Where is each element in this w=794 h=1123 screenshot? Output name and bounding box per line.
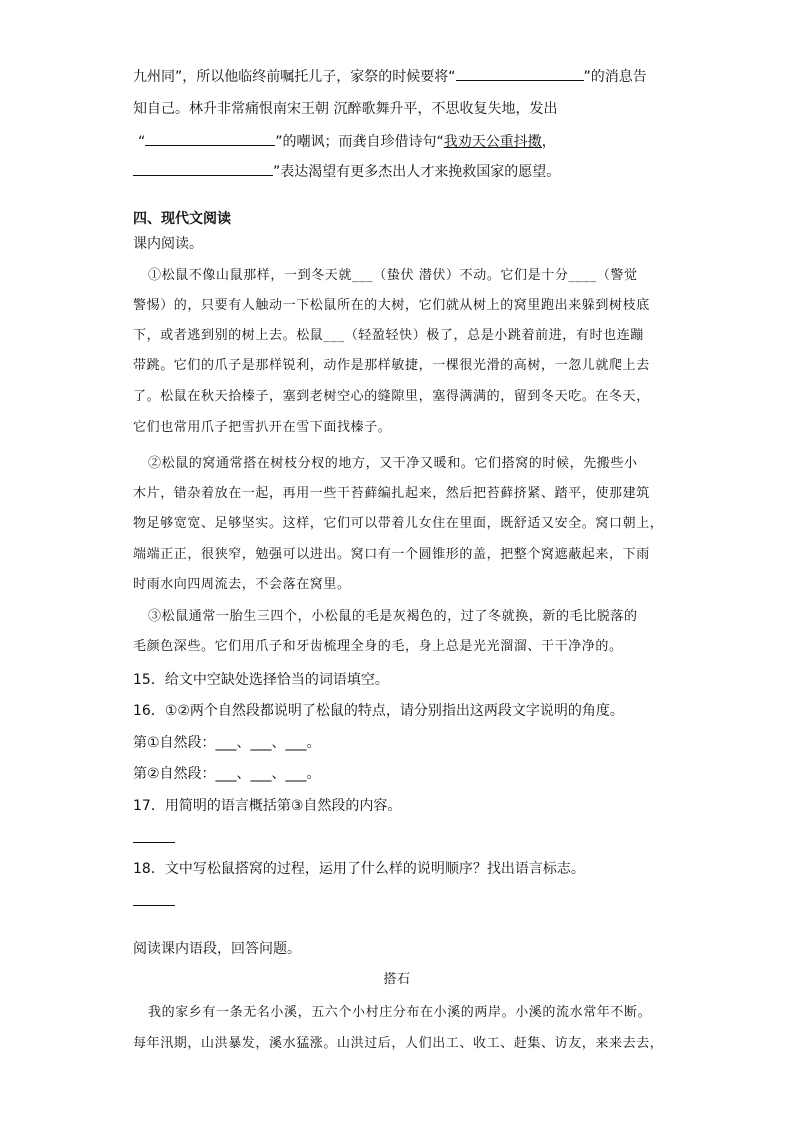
text: “ <box>138 134 146 150</box>
answer-line[interactable] <box>133 828 175 849</box>
question-17: 17．用简明的语言概括第③自然段的内容。 <box>133 798 402 814</box>
question-16-part-2: 第②自然段：___、___、___。 <box>133 766 321 782</box>
section-intro: 课内阅读。 <box>133 236 203 252</box>
text-line <box>133 66 647 87</box>
question-16: 16．①②两个自然段都说明了松鼠的特点，请分别指出这两段文字说明的角度。 <box>133 703 624 719</box>
answer-line[interactable] <box>133 891 175 912</box>
text: ”的消息告 <box>583 69 647 85</box>
passage-line: 毛颜色深些。它们用爪子和牙齿梳理全身的毛，身上总是光光溜溜、干干净净的。 <box>133 639 623 654</box>
passage-line: 端端正正，很狭窄，勉强可以进出。窝口有一个圆锥形的盖，把整个窝遮蔽起来，下雨 <box>133 547 650 562</box>
section-heading: 四、现代文阅读 <box>133 211 231 227</box>
underlined-quote: 我劝天公重抖擞 <box>443 134 542 150</box>
passage-line: 我的家乡有一条无名小溪，五六个小村庄分布在小溪的两岸。小溪的流水常年不断。 <box>148 1005 652 1020</box>
text: 九州同”，所以他临终前嘱托儿子，家祭的时候要将“ <box>133 69 456 85</box>
passage-line: ②松鼠的窝通常搭在树枝分杈的地方，又干净又暖和。它们搭窝的时候，先搬些小 <box>148 456 638 471</box>
passage-line: 带跳。它们的爪子是那样锐利，动作是那样敏捷，一棵很光滑的高树，一忽儿就爬上去 <box>133 358 650 373</box>
passage-line: 它们也常用爪子把雪扒开在雪下面找榛子。 <box>133 420 392 435</box>
text: 知自己。林升非常痛恨南宋王朝 沉醉歌舞升平，不思收复失地，发出 <box>133 101 558 117</box>
answer-blank[interactable] <box>133 828 175 843</box>
passage-line: 警惕）的，只要有人触动一下松鼠所在的大树，它们就从树上的窝里跑出来躲到树枝底 <box>133 298 650 313</box>
passage-line: 物足够宽宽、足够坚实。这样，它们可以带着儿女住在里面，既舒适又安全。窝口朝上， <box>133 516 664 531</box>
text-line <box>133 161 560 182</box>
text-line <box>133 99 557 119</box>
text: ”表达渴望有更多杰出人才来挽救国家的愿望。 <box>273 164 561 180</box>
passage-line: 时雨水向四周流去，不会落在窝里。 <box>133 577 351 592</box>
answer-blank[interactable] <box>145 131 275 146</box>
answer-blank[interactable] <box>456 66 584 81</box>
passage-line: 木片，错杂着放在一起，再用一些干苔藓编扎起来，然后把苔藓挤紧、踏平，使那建筑 <box>133 486 650 501</box>
text: ， <box>541 134 556 150</box>
text: ”的嘲讽；而龚自珍借诗句“ <box>275 134 444 150</box>
question-16-part-1: 第①自然段：___、___、___。 <box>133 735 321 751</box>
text-line <box>138 131 556 152</box>
passage-line: 每年汛期，山洪暴发，溪水猛涨。山洪过后，人们出工、收工、赶集、访友，来来去去， <box>133 1036 664 1051</box>
passage-title: 搭石 <box>383 972 411 987</box>
passage-line: 下，或者逃到别的树上去。松鼠___（轻盈轻快）极了，总是小跳着前进，有时也连蹦 <box>133 328 644 343</box>
answer-blank[interactable] <box>133 891 175 906</box>
passage-line: 了。松鼠在秋天拾榛子，塞到老树空心的缝隙里，塞得满满的，留到冬天吃。在冬天， <box>133 389 650 404</box>
passage-line: ③松鼠通常一胎生三四个，小松鼠的毛是灰褐色的，过了冬就换，新的毛比脱落的 <box>148 609 638 624</box>
answer-blank[interactable] <box>133 161 273 176</box>
passage-line: ①松鼠不像山鼠那样，一到冬天就___（蛰伏 潜伏）不动。它们是十分____（警觉 <box>148 268 638 283</box>
question-15: 15．给文中空缺处选择恰当的词语填空。 <box>133 672 389 688</box>
section-intro: 阅读课内语段，回答问题。 <box>133 941 301 957</box>
question-18: 18．文中写松鼠搭窝的过程，运用了什么样的说明顺序？找出语言标志。 <box>133 861 585 877</box>
